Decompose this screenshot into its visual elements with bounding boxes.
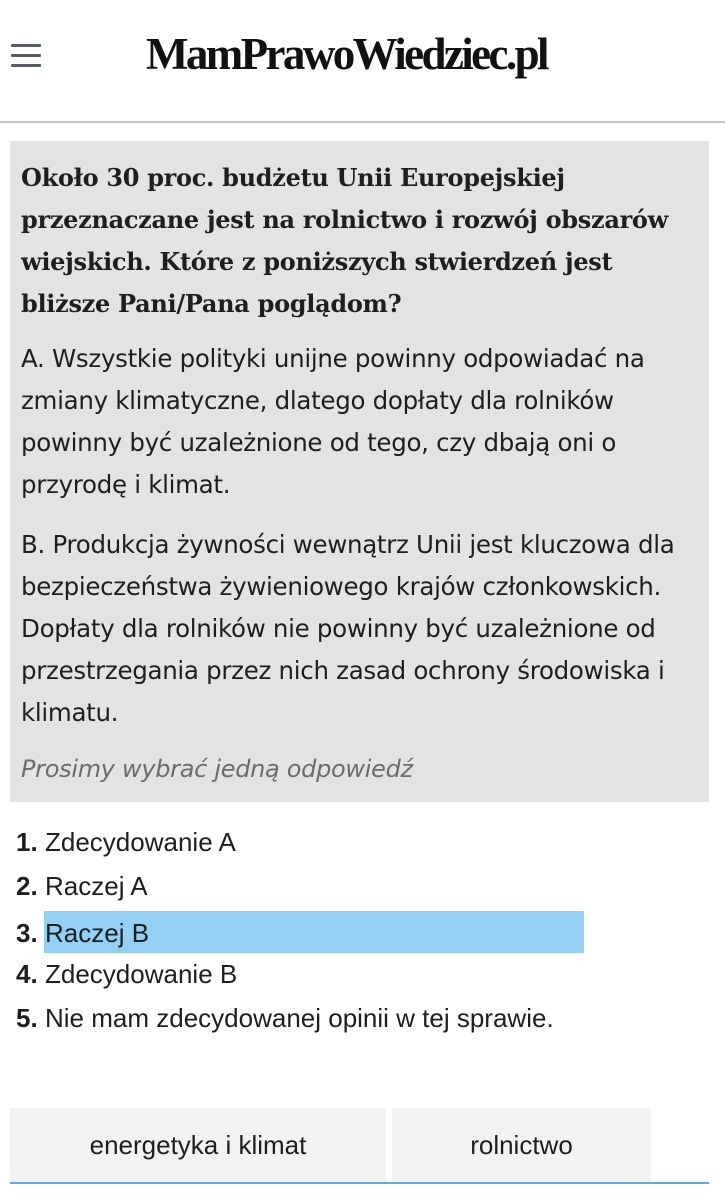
- answer-list: [16, 823, 716, 1043]
- answer-number: 3.: [16, 918, 38, 948]
- answer-item-selected[interactable]: [16, 911, 716, 955]
- site-logo[interactable]: MamPrawoWiedziec.pl: [146, 29, 547, 79]
- answer-label: Nie mam zdecydowanej opinii w tej sprawie.: [45, 1003, 554, 1033]
- answer-label: Zdecydowanie A: [45, 827, 236, 857]
- tab-energetyka-i-klimat[interactable]: energetyka i klimat: [10, 1108, 386, 1182]
- topic-tabs: [10, 1108, 709, 1184]
- answer-item[interactable]: [16, 823, 716, 867]
- question-box: [10, 141, 709, 802]
- site-header: [0, 0, 725, 123]
- answer-item[interactable]: [16, 867, 716, 911]
- question-hint: Prosimy wybrać jedną odpowiedź: [21, 755, 413, 783]
- hamburger-menu-icon[interactable]: [11, 44, 41, 68]
- question-option-b: B. Produkcja żywności wewnątrz Unii jest kluczowa dla bezpieczeństwa żywieniowego krajów członkowskich. Dopłaty dla rolników nie powinny być uzależnione od przestrzegania przez nich zasad ochrony środowiska i klimatu.: [21, 530, 675, 727]
- question-option-a: A. Wszystkie polityki unijne powinny odpowiadać na zmiany klimatyczne, dlatego dopłaty dla rolników powinny być uzależnione od tego, czy dbają oni o przyrodę i klimat.: [21, 344, 645, 499]
- question-title: Około 30 proc. budżetu Unii Europejskiej przeznaczane jest na rolnictwo i rozwój obszarów wiejskich. Które z poniższych stwierdzeń jest bliższe Pani/Pana poglądom?: [21, 163, 668, 318]
- answer-number: 4.: [16, 959, 38, 989]
- answer-number: 2.: [16, 871, 38, 901]
- answer-label: Raczej B: [44, 911, 584, 953]
- answer-label: Raczej A: [45, 871, 148, 901]
- answer-number: 5.: [16, 1003, 38, 1033]
- answer-item[interactable]: [16, 999, 716, 1043]
- answer-label: Zdecydowanie B: [45, 959, 238, 989]
- answer-number: 1.: [16, 827, 38, 857]
- answer-item[interactable]: [16, 955, 716, 999]
- tab-rolnictwo[interactable]: rolnictwo: [392, 1108, 651, 1182]
